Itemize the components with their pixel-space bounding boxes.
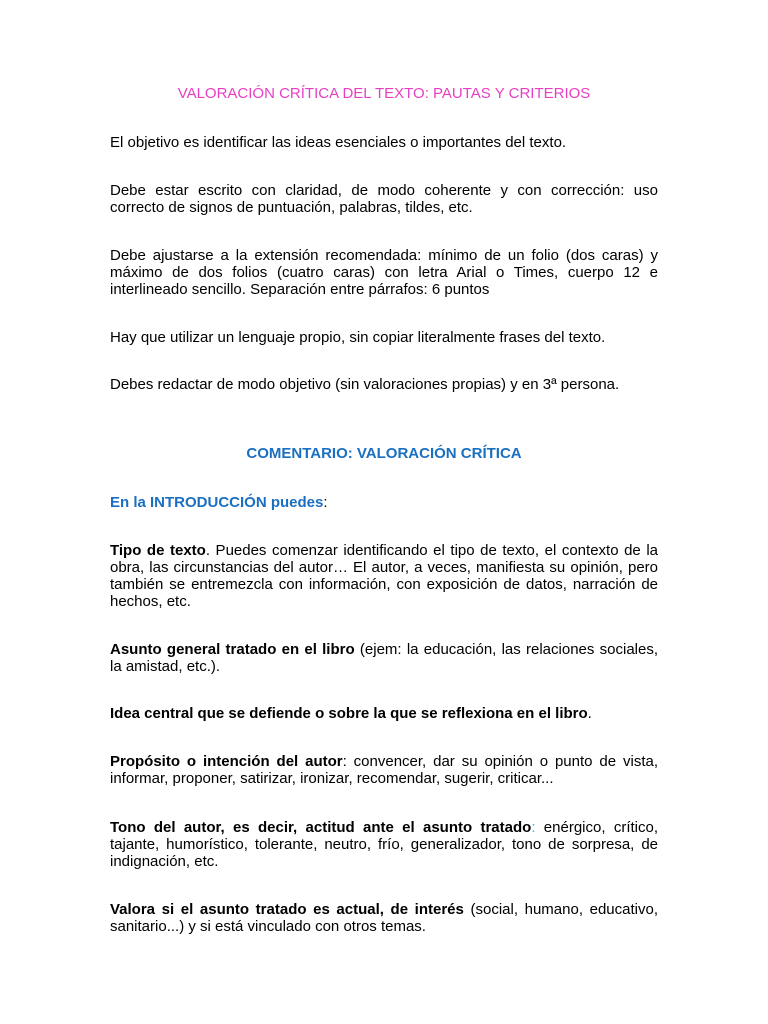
item-heading: Asunto general tratado en el libro [110,641,355,658]
intro-label: En la INTRODUCCIÓN puedes [110,494,324,511]
item-actualidad [110,901,658,935]
item-body: . [587,705,592,722]
item-asunto-general [110,641,658,675]
item-heading: Tipo de texto [110,542,206,559]
item-body: (social, humano, educativo, sanitario...) y si está vinculado con otros temas. [110,901,658,935]
item-body: (ejem: la educación, las relaciones sociales, la amistad, etc.). [110,641,658,675]
intro-heading [110,494,658,511]
item-heading: Idea central que se defiende o sobre la que se reflexiona en el libro [110,705,588,722]
main-title: VALORACIÓN CRÍTICA DEL TEXTO: PAUTAS Y CRITERIOS [177,85,591,102]
item-tipo-texto [110,542,658,610]
item-heading: Propósito o intención del autor [110,753,343,770]
item-body: enérgico, crítico, tajante, humorístico, tolerante, neutro, frío, generalizador, tono de sorpresa, de indignación, etc. [110,819,658,870]
guideline-objectivity: Debes redactar de modo objetivo (sin valoraciones propias) y en 3ª persona. [110,376,620,393]
intro-colon: : [323,494,328,511]
item-tono [110,819,658,870]
guideline-objective: El objetivo es identificar las ideas esenciales o importantes del texto. [110,134,567,151]
item-body: : convencer, dar su opinión o punto de vista, informar, proponer, satirizar, ironizar, recomendar, sugerir, criticar... [110,753,658,787]
item-body: . Puedes comenzar identificando el tipo de texto, el contexto de la obra, las circunstancias del autor… El autor, a veces, manifiesta su opinión, pero también se entremezcla con información, con exposición de datos, narración de hechos, etc. [110,542,659,610]
item-heading: Valora si el asunto tratado es actual, de interés [110,901,464,918]
guideline-clarity: Debe estar escrito con claridad, de modo coherente y con corrección: uso correcto de signos de puntuación, palabras, tildes, etc. [110,182,658,216]
guideline-length: Debe ajustarse a la extensión recomendada: mínimo de un folio (dos caras) y máximo de dos folios (cuatro caras) con letra Arial o Times, cuerpo 12 e interlineado sencillo. Separación entre párrafos: 6 puntos [110,247,658,298]
item-colon: : [531,819,536,836]
section-title: COMENTARIO: VALORACIÓN CRÍTICA [246,445,522,462]
item-proposito [110,753,658,787]
item-idea-central [110,705,658,722]
guideline-language: Hay que utilizar un lenguaje propio, sin copiar literalmente frases del texto. [110,329,606,346]
item-heading: Tono del autor, es decir, actitud ante el asunto tratado [110,819,532,836]
